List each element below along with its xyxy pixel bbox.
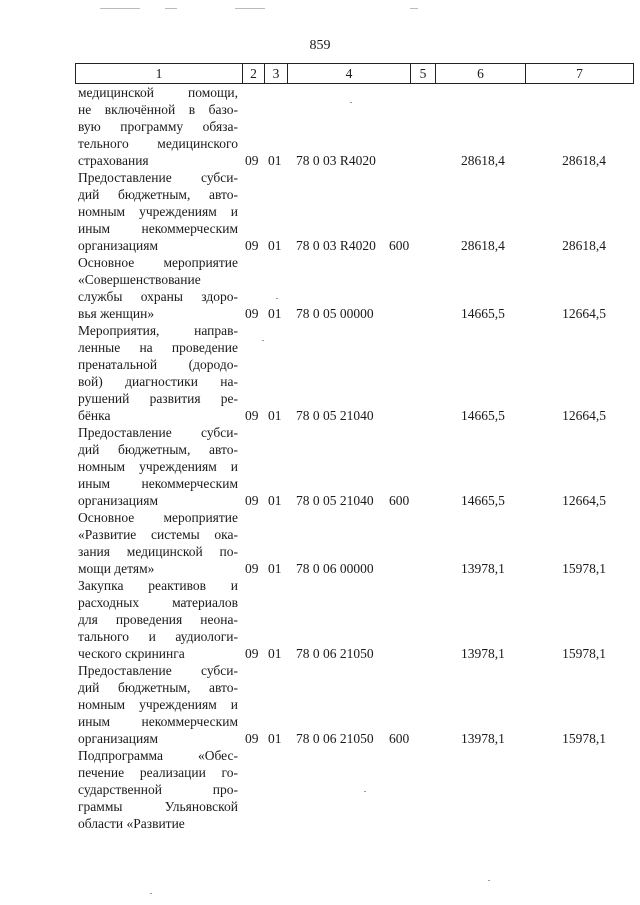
- subsection-code: 01: [268, 646, 282, 661]
- row-name: [78, 254, 238, 322]
- scan-speck: [488, 880, 490, 881]
- row-name-line: рушений развития ре-: [78, 391, 238, 406]
- row-name-line: иным некоммерческим: [78, 221, 238, 236]
- section-code: 09: [245, 646, 259, 661]
- section-code: 09: [245, 731, 259, 746]
- table-row: [0, 424, 640, 509]
- row-name-line: иным некоммерческим: [78, 714, 238, 729]
- amount-year-1: 13978,1: [461, 646, 505, 661]
- row-name: [78, 169, 238, 254]
- row-name-line: пренатальной (дородо-: [78, 357, 238, 372]
- scan-speck: [276, 298, 278, 299]
- scan-speck: [150, 893, 152, 894]
- amount-year-2: 15978,1: [562, 731, 606, 746]
- amount-year-2: 28618,4: [562, 238, 606, 253]
- row-name-line: Предоставление субси-: [78, 170, 238, 185]
- scan-artifacts-top: [100, 8, 480, 14]
- row-name-line: номным учреждениям и: [78, 204, 238, 219]
- target-article-code: 78 0 05 21040: [296, 493, 374, 508]
- row-name-line: службы охраны здоро-: [78, 289, 238, 304]
- subsection-code: 01: [268, 153, 282, 168]
- row-name-line: организациям: [78, 238, 159, 253]
- table-row: [0, 509, 640, 577]
- row-name-line: Мероприятия, направ-: [78, 323, 238, 338]
- row-name-line: области «Развитие: [78, 816, 185, 831]
- row-name-line: организациям: [78, 493, 159, 508]
- column-header-7: 7: [526, 64, 634, 84]
- target-article-code: 78 0 03 R4020: [296, 153, 376, 168]
- subsection-code: 01: [268, 238, 282, 253]
- row-name-line: Закупка реактивов и: [78, 578, 238, 593]
- subsection-code: 01: [268, 306, 282, 321]
- target-article-code: 78 0 06 21050: [296, 731, 374, 746]
- table-row: [0, 662, 640, 747]
- row-name-line: граммы Ульяновской: [78, 799, 238, 814]
- row-name-line: Подпрограмма «Обес-: [78, 748, 238, 763]
- subsection-code: 01: [268, 408, 282, 423]
- row-name: [78, 509, 238, 577]
- row-name-line: печение реализации го-: [78, 765, 238, 780]
- amount-year-1: 13978,1: [461, 561, 505, 576]
- table-row: [0, 169, 640, 254]
- subsection-code: 01: [268, 561, 282, 576]
- row-name-line: вья женщин»: [78, 306, 155, 321]
- row-name-line: зания медицинской по-: [78, 544, 238, 559]
- row-name-line: не включённой в базо-: [78, 102, 238, 117]
- table-row: [0, 254, 640, 322]
- amount-year-1: 14665,5: [461, 306, 505, 321]
- expense-type-code: 600: [389, 238, 410, 253]
- row-name-line: дий бюджетным, авто-: [78, 187, 238, 202]
- row-name: [78, 84, 238, 169]
- row-name-line: «Развитие системы ока-: [78, 527, 238, 542]
- amount-year-1: 13978,1: [461, 731, 505, 746]
- target-article-code: 78 0 03 R4020: [296, 238, 376, 253]
- row-name-line: медицинской помощи,: [78, 85, 238, 100]
- row-name-line: Основное мероприятие: [78, 255, 238, 270]
- target-article-code: 78 0 05 00000: [296, 306, 374, 321]
- section-code: 09: [245, 408, 259, 423]
- amount-year-2: 12664,5: [562, 493, 606, 508]
- row-name-line: ческого скрининга: [78, 646, 185, 661]
- scan-speck: [262, 340, 264, 341]
- amount-year-1: 14665,5: [461, 493, 505, 508]
- section-code: 09: [245, 561, 259, 576]
- column-header-row: [76, 64, 634, 84]
- row-name: [78, 662, 238, 747]
- target-article-code: 78 0 06 21050: [296, 646, 374, 661]
- column-header-6: 6: [436, 64, 526, 84]
- amount-year-1: 28618,4: [461, 238, 505, 253]
- row-name: [78, 577, 238, 662]
- expense-type-code: 600: [389, 493, 410, 508]
- amount-year-2: 12664,5: [562, 306, 606, 321]
- row-name-line: дий бюджетным, авто-: [78, 680, 238, 695]
- row-name-line: страхования: [78, 153, 149, 168]
- target-article-code: 78 0 06 00000: [296, 561, 374, 576]
- column-header-3: 3: [265, 64, 288, 84]
- amount-year-1: 14665,5: [461, 408, 505, 423]
- section-code: 09: [245, 306, 259, 321]
- row-name-line: для проведения неона-: [78, 612, 238, 627]
- row-name-line: тального и аудиологи-: [78, 629, 238, 644]
- row-name-line: Основное мероприятие: [78, 510, 238, 525]
- table-row: [0, 747, 640, 832]
- row-name-line: «Совершенствование: [78, 272, 201, 287]
- row-name-line: вую программу обяза-: [78, 119, 238, 134]
- row-name-line: ленные на проведение: [78, 340, 238, 355]
- table-row: [0, 322, 640, 424]
- column-header-1: 1: [76, 64, 243, 84]
- row-name-line: номным учреждениям и: [78, 697, 238, 712]
- section-code: 09: [245, 153, 259, 168]
- section-code: 09: [245, 238, 259, 253]
- column-header-table: [75, 63, 634, 84]
- amount-year-1: 28618,4: [461, 153, 505, 168]
- row-name-line: расходных материалов: [78, 595, 238, 610]
- row-name-line: сударственной про-: [78, 782, 238, 797]
- row-name-line: мощи детям»: [78, 561, 155, 576]
- row-name-line: иным некоммерческим: [78, 476, 238, 491]
- row-name-line: Предоставление субси-: [78, 663, 238, 678]
- table-row: [0, 84, 640, 169]
- subsection-code: 01: [268, 493, 282, 508]
- table-row: [0, 577, 640, 662]
- row-name-line: организациям: [78, 731, 159, 746]
- row-name-line: тельного медицинского: [78, 136, 238, 151]
- amount-year-2: 15978,1: [562, 561, 606, 576]
- row-name-line: вой) диагностики на-: [78, 374, 238, 389]
- row-name-line: бёнка: [78, 408, 111, 423]
- amount-year-2: 12664,5: [562, 408, 606, 423]
- row-name: [78, 322, 238, 424]
- row-name-line: Предоставление субси-: [78, 425, 238, 440]
- row-name: [78, 424, 238, 509]
- row-name-line: номным учреждениям и: [78, 459, 238, 474]
- column-header-2: 2: [243, 64, 265, 84]
- row-name: [78, 747, 238, 832]
- scan-speck: [350, 102, 352, 103]
- column-header-5: 5: [411, 64, 436, 84]
- row-name-line: дий бюджетным, авто-: [78, 442, 238, 457]
- page-number: 859: [309, 38, 331, 53]
- section-code: 09: [245, 493, 259, 508]
- amount-year-2: 28618,4: [562, 153, 606, 168]
- amount-year-2: 15978,1: [562, 646, 606, 661]
- scan-speck: [364, 791, 366, 792]
- subsection-code: 01: [268, 731, 282, 746]
- expense-type-code: 600: [389, 731, 410, 746]
- target-article-code: 78 0 05 21040: [296, 408, 374, 423]
- column-header-4: 4: [288, 64, 411, 84]
